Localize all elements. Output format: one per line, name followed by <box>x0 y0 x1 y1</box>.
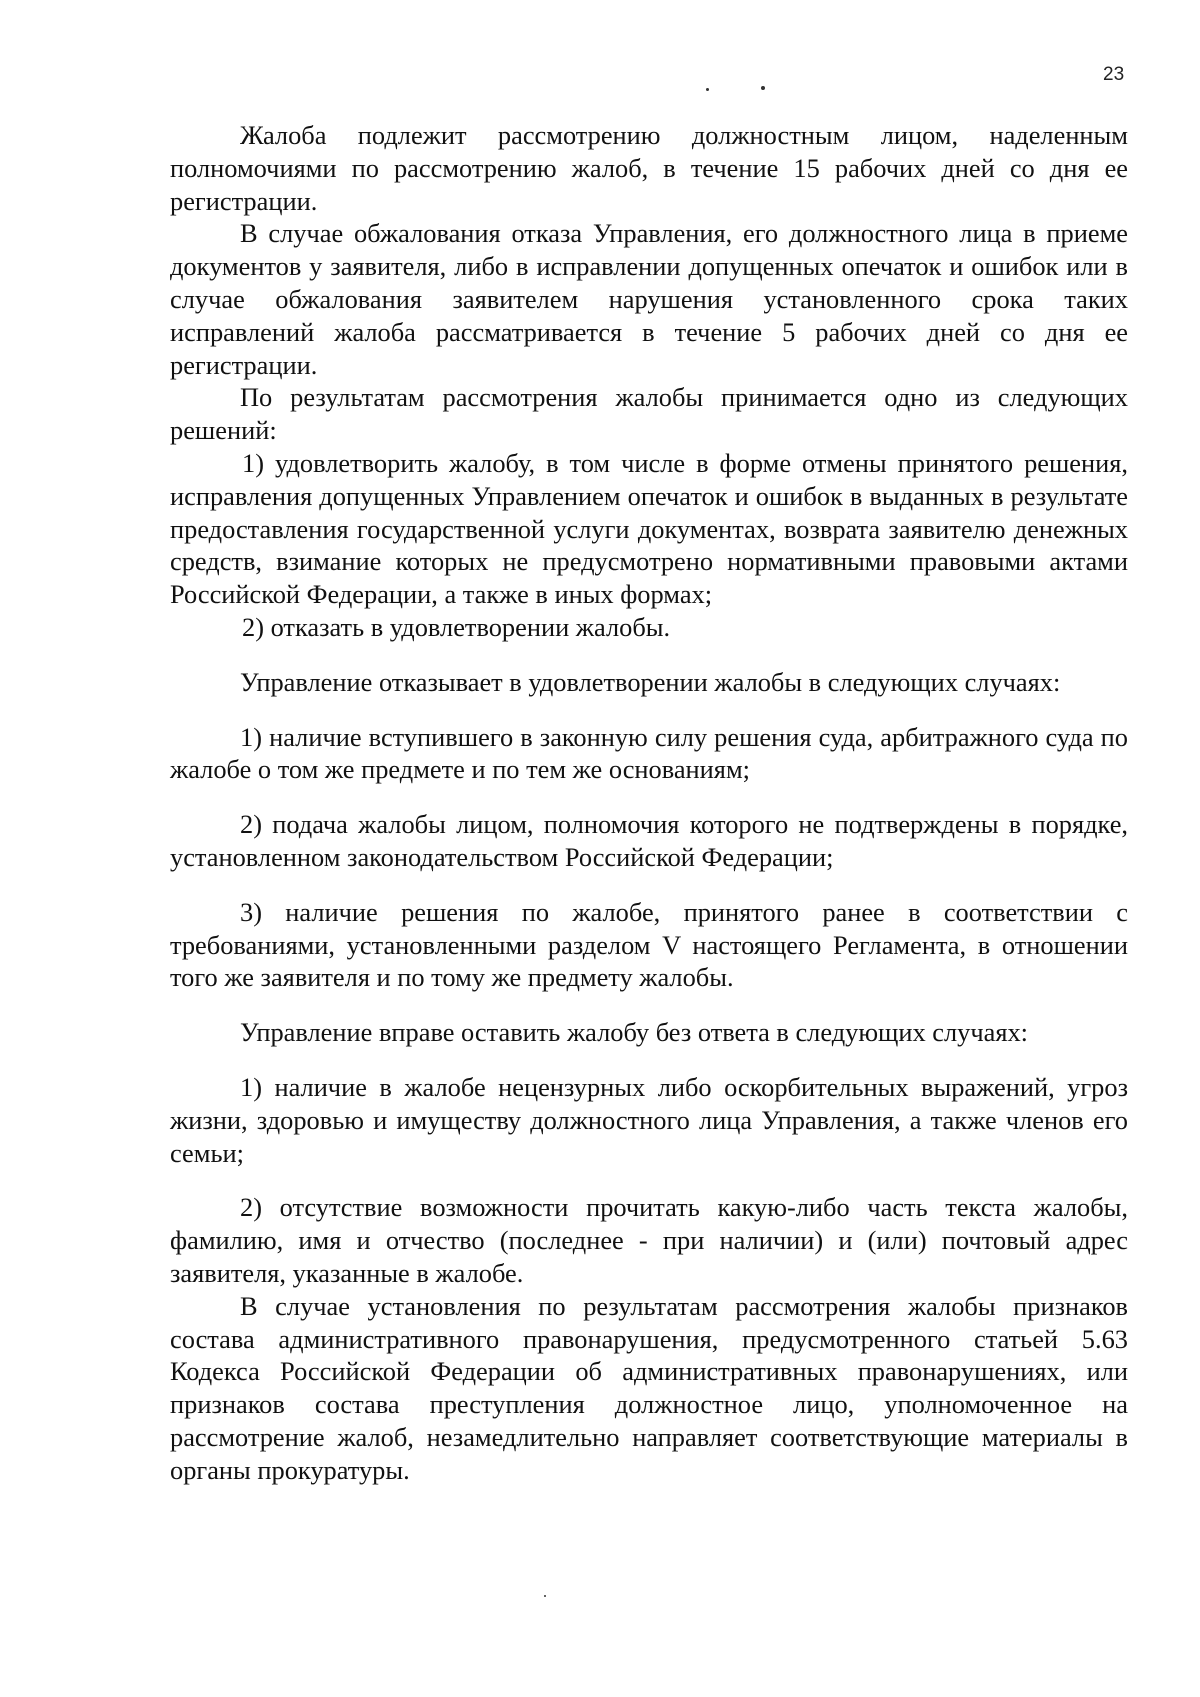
scan-artifact <box>544 1595 546 1597</box>
paragraph: В случае установления по результатам рассмотрения жалобы признаков состава административного правонарушения, предусмотренного статьей 5.63 Кодекса Российской Федерации об административных правонарушениях, или признаков состава преступления должностное лицо, уполномоченное на рассмотрение жалоб, незамедлительно направляет соответствующие материалы в органы прокуратуры. <box>170 1290 1128 1485</box>
paragraph: Управление отказывает в удовлетворении жалобы в следующих случаях: <box>240 666 1061 697</box>
page-number: 23 <box>1103 64 1125 85</box>
paragraph: Управление вправе оставить жалобу без ответа в следующих случаях: <box>240 1017 1029 1048</box>
list-item: 3) наличие решения по жалобе, принятого ранее в соответствии с требованиями, установленными разделом V настоящего Регламента, в отношении того же заявителя и по тому же предмету жалобы. <box>170 896 1128 993</box>
list-item: 1) наличие в жалобе нецензурных либо оскорбительных выражений, угроз жизни, здоровью и имуществу должностного лица Управления, а также членов его семьи; <box>170 1071 1128 1168</box>
paragraph: По результатам рассмотрения жалобы принимается одно из следующих решений: <box>170 382 1128 446</box>
document-body <box>170 119 1128 1486</box>
scan-artifact <box>706 88 709 91</box>
paragraph: Жалоба подлежит рассмотрению должностным лицом, наделенным полномочиями по рассмотрению жалоб, в течение 15 рабочих дней со дня ее регистрации. <box>170 120 1128 216</box>
list-item: 2) отказать в удовлетворении жалобы. <box>242 611 671 642</box>
scan-artifact <box>761 86 765 90</box>
list-item: 2) отсутствие возможности прочитать какую-либо часть текста жалобы, фамилию, имя и отчество (последнее - при наличии) и (или) почтовый адрес заявителя, указанные в жалобе. <box>170 1192 1128 1288</box>
list-item: 2) подача жалобы лицом, полномочия которого не подтверждены в порядке, установленном законодательством Российской Федерации; <box>170 809 1128 872</box>
list-item: 1) наличие вступившего в законную силу решения суда, арбитражного суда по жалобе о том же предмете и по тем же основаниям; <box>170 721 1128 785</box>
list-item: 1) удовлетворить жалобу, в том числе в форме отмены принятого решения, исправления допущенных Управлением опечаток и ошибок в выданных в результате предоставления государственной услуги документах, возврата заявителю денежных средств, взимание которых не предусмотрено нормативными правовыми актами Российской Федерации, а также в иных формах; <box>170 447 1128 610</box>
paragraph: В случае обжалования отказа Управления, его должностного лица в приеме документов у заявителя, либо в исправлении допущенных опечаток и ошибок или в случае обжалования заявителем нарушения установленного срока таких исправлений жалоба рассматривается в течение 5 рабочих дней со дня ее регистрации. <box>170 218 1128 380</box>
